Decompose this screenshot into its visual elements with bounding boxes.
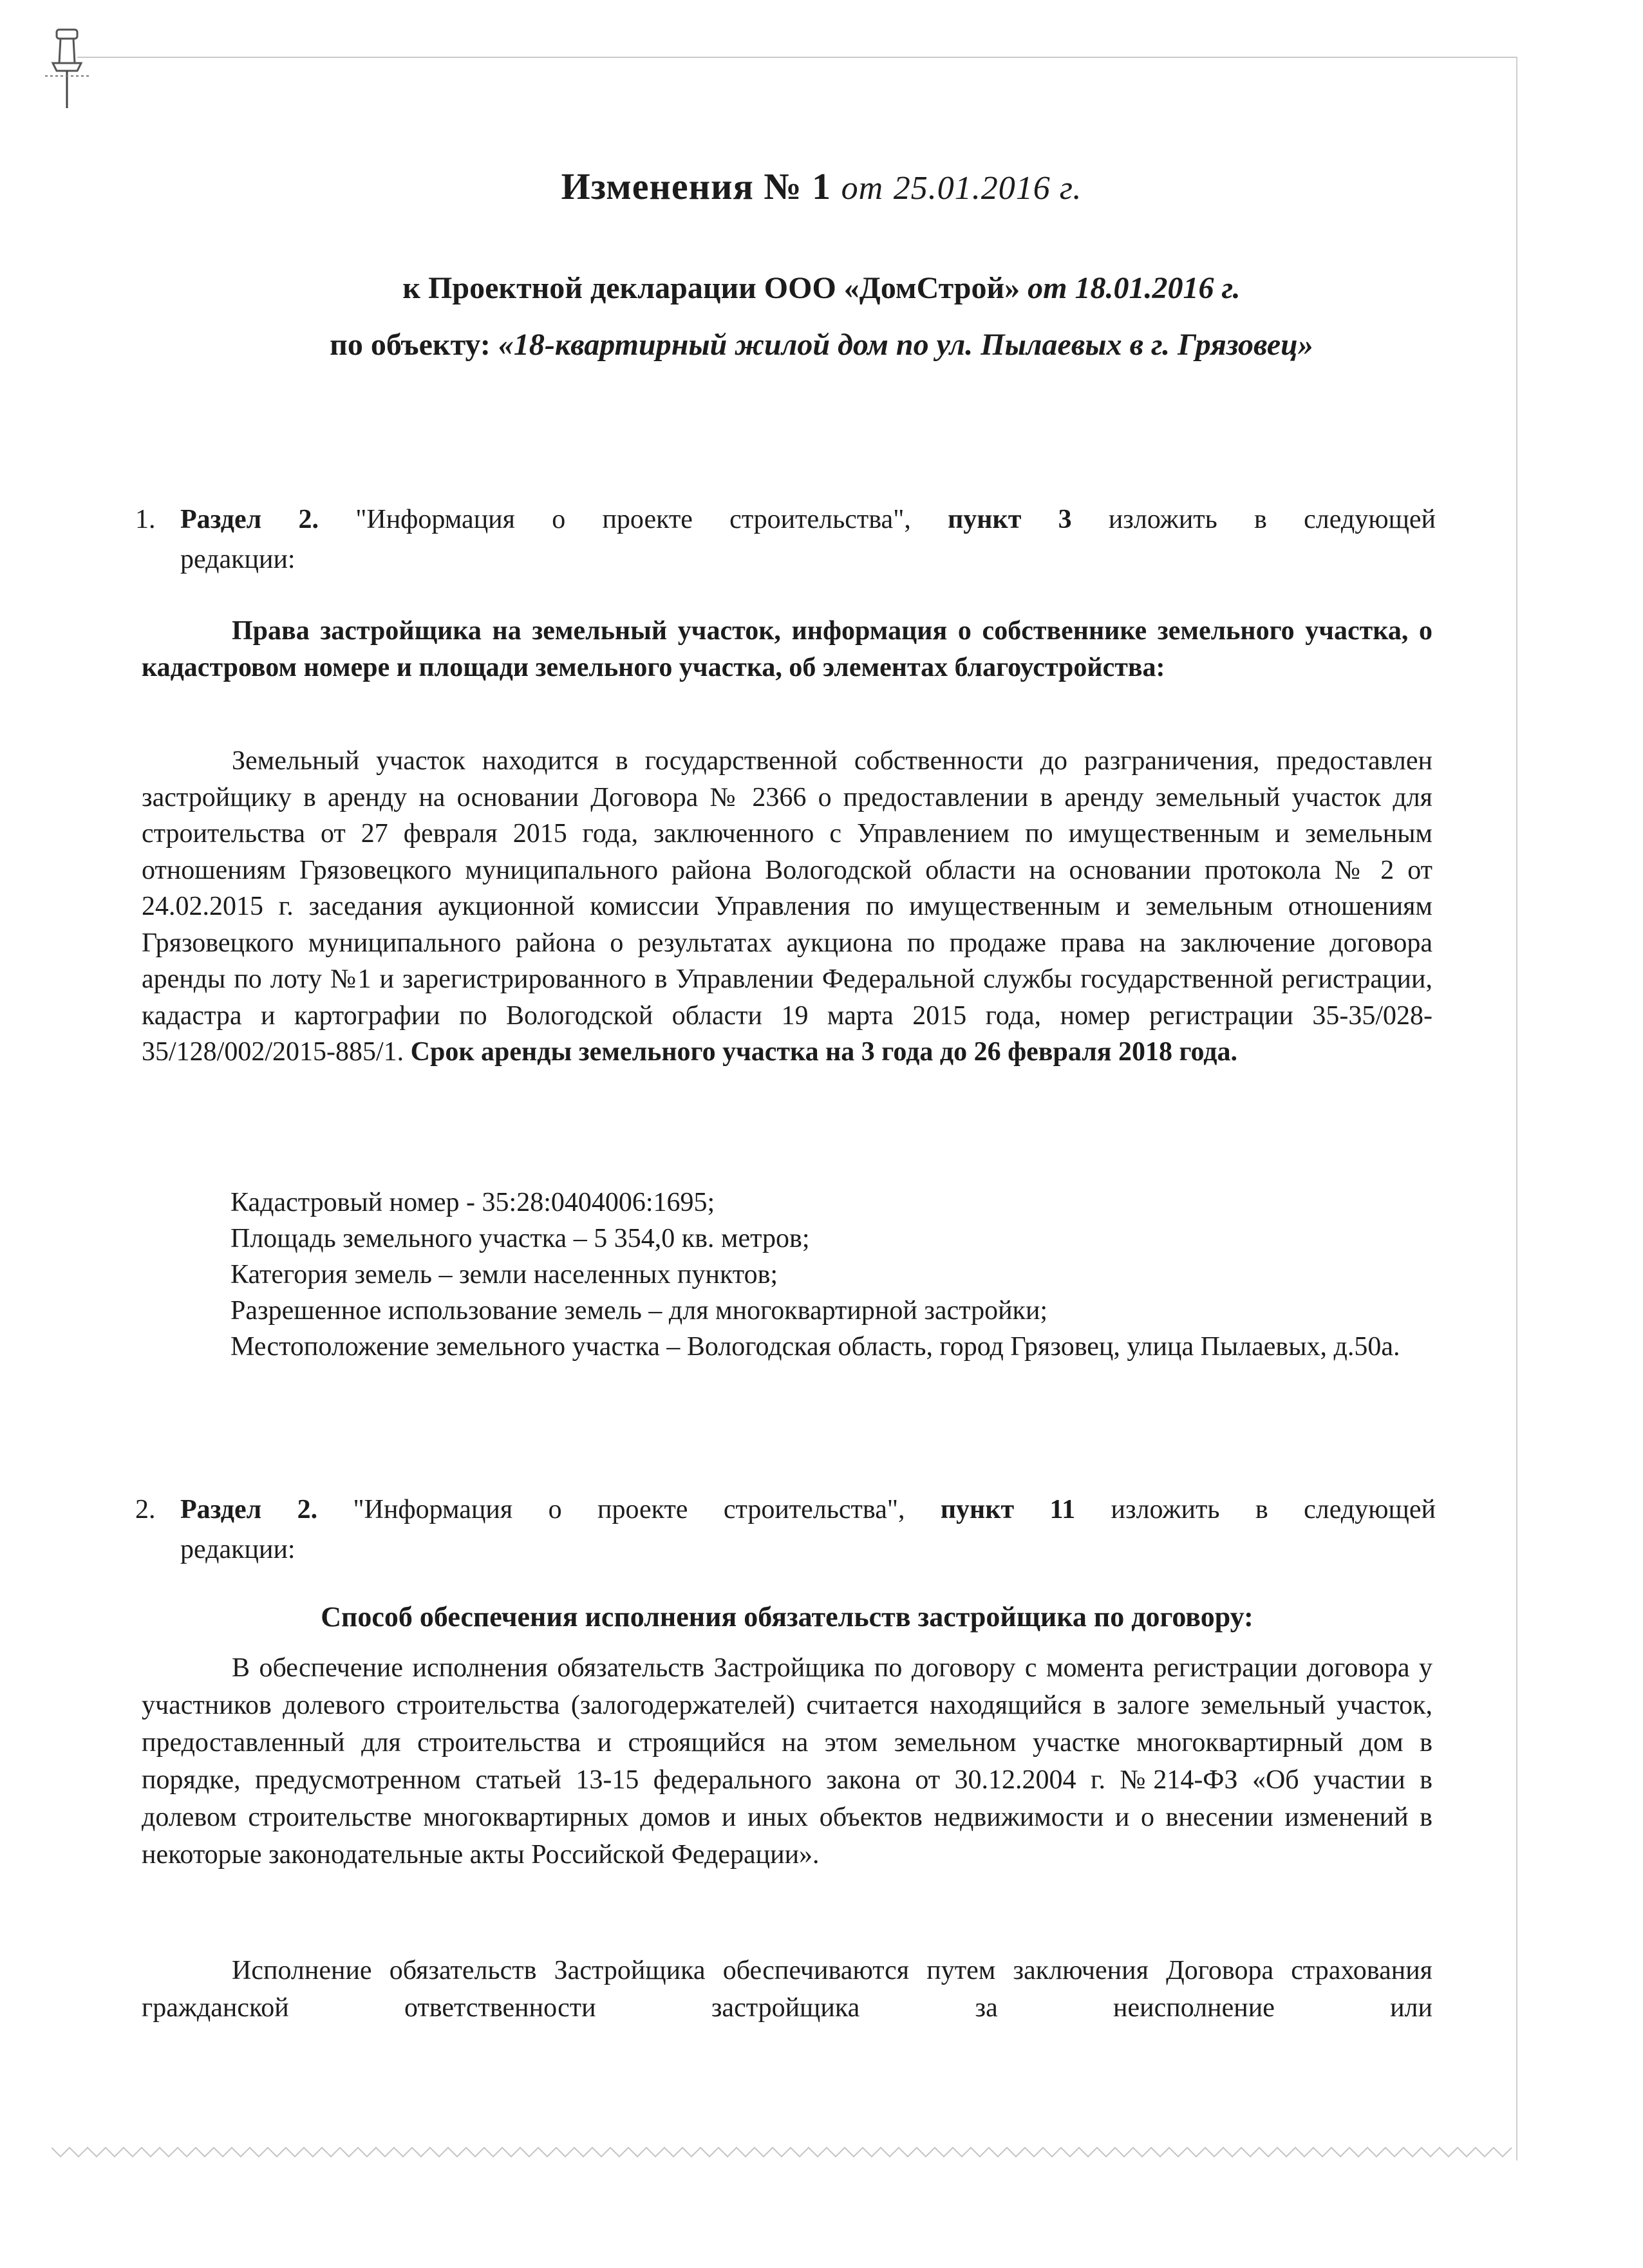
document-title	[0, 165, 1643, 208]
declaration-line	[0, 270, 1643, 306]
list-item: Разрешенное использование земель – для многоквартирной застройки;	[230, 1296, 1048, 1326]
section-1-header-cont: редакции:	[180, 545, 296, 574]
section-2-info: "Информация о проекте строительства",	[353, 1495, 905, 1524]
section-2-tail: изложить в следующей	[1111, 1495, 1436, 1524]
section-1-paragraph	[142, 743, 1432, 1071]
list-item: Местоположение земельного участка – Вологодская область, город Грязовец, улица Пылаевых, д.50а.	[230, 1332, 1400, 1362]
section-2-razdel: Раздел 2.	[180, 1495, 318, 1524]
title-ot: от	[841, 170, 884, 207]
section-2-number: 2.	[135, 1495, 156, 1524]
section-2-paragraph-2: Исполнение обязательств Застройщика обеспечиваются путем заключения Договора страхования гражданской ответственности застройщика за неисполнение или	[142, 1956, 1432, 2023]
declaration-text: к Проектной декларации ООО «ДомСтрой»	[402, 271, 1020, 305]
section-2-header	[135, 1490, 1436, 1530]
section-1-header	[135, 500, 1436, 539]
list-item: Кадастровый номер - 35:28:0404006:1695;	[230, 1188, 715, 1217]
section-1-razdel: Раздел 2.	[180, 505, 319, 534]
section-1-info: "Информация о проекте строительства",	[355, 505, 911, 534]
section-2-heading: Способ обеспечения исполнения обязательств застройщика по договору:	[321, 1601, 1253, 1633]
section-2-paragraph-1: В обеспечение исполнения обязательств Застройщика по договору с момента регистрации договора у участников долевого строительства (залогодержателей) считается находящийся в залоге земельный участок, предоставленный для строительства и строящийся на этом земельном участке многоквартирный дом в порядке, предусмотренном статьей 13-15 федерального закона от 30.12.2004 г. №214-ФЗ «Об участии в долевом строительстве многоквартирных домов и иных объектов недвижимости и о внесении изменений в некоторые законодательные акты Российской Федерации».	[142, 1653, 1432, 1870]
section-1-tail: изложить в следующей	[1108, 505, 1436, 534]
section-1-list	[230, 1185, 1434, 1365]
pushpin-icon	[37, 24, 95, 115]
section-1-lease-term: Срок аренды земельного участка на 3 года до 26 февраля 2018 года.	[410, 1037, 1238, 1067]
page-edge-right	[1516, 57, 1517, 2160]
object-label: по объекту:	[330, 328, 491, 362]
section-1-punkt: пункт 3	[948, 505, 1072, 534]
section-2-punkt: пункт 11	[940, 1495, 1076, 1524]
object-name: «18-квартирный жилой дом по ул. Пылаевых в г. Грязовец»	[498, 328, 1313, 362]
list-item: Площадь земельного участка – 5 354,0 кв. метров;	[230, 1224, 810, 1253]
perforated-edge	[52, 2144, 1516, 2160]
section-1-number: 1.	[135, 505, 156, 534]
object-line	[0, 327, 1643, 362]
declaration-date: от 18.01.2016 г.	[1028, 271, 1241, 305]
section-1-paragraph-text: Земельный участок находится в государственной собственности до разграничения, предоставлен застройщику в аренду на основании Договора № 2366 о предоставлении в аренду земельный участок для строительства от 27 февраля 2015 года, заключенного с Управлением по имущественным и земельным отношениям Грязовецкого муниципального района Вологодской области на основании протокола № 2 от 24.02.2015 г. заседания аукционной комиссии Управления по имущественным и земельным отношениям Грязовецкого муниципального района о результатах аукциона по продаже права на заключение договора аренды по лоту №1 и зарегистрированного в Управлении Федеральной службы государственной регистрации, кадастра и картографии по Вологодской области 19 марта 2015 года, номер регистрации 35-35/028-35/128/002/2015-885/1.	[142, 746, 1432, 1067]
title-date: 25.01.2016 г.	[893, 170, 1082, 207]
page-edge-top	[77, 57, 1516, 58]
section-2-header-cont: редакции:	[180, 1535, 296, 1564]
title-main: Изменения № 1	[561, 165, 832, 207]
section-1-heading: Права застройщика на земельный участок, информация о собственнике земельного участка, о кадастровом номере и площади земельного участка, об элементах благоустройства:	[142, 616, 1432, 682]
section-1-line	[180, 500, 1436, 539]
section-2-line	[180, 1490, 1436, 1530]
list-item: Категория земель – земли населенных пунктов;	[230, 1260, 778, 1289]
